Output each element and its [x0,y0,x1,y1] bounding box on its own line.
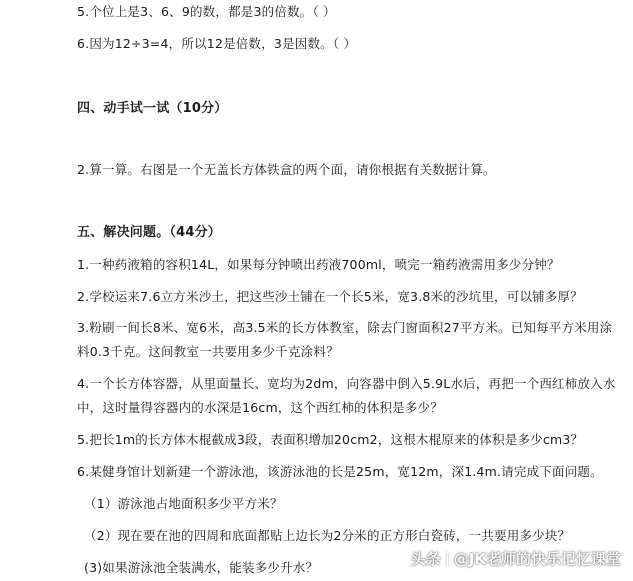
sub-question-line: （1）游泳池占地面积多少平方米？ [84,496,283,511]
watermark-divider [447,552,448,566]
question-line: 1.一种药液箱的容积14L，如果每分钟喷出药液700ml，喷完一箱药液需用多少分钟？ [77,257,560,272]
question-line: 6.某健身馆计划新建一个游泳池，该游泳池的长是25m，宽12m，深1.4m.请完成下面问题。 [77,464,603,479]
watermark [411,548,621,569]
watermark-brand: 头条 [410,550,441,568]
question-line: 3.粉刷一间长8米、宽6米，高3.5米的长方体教室，除去门窗面积27平方米。已知每平方米用涂 [77,320,613,335]
question-line: 5.把长1m的长方体木棍截成3段，表面积增加20cm2，这根木棍原来的体积是多少cm3？ [77,432,584,447]
question-line: 5.个位上是3、6、9的数，都是3的倍数。（ ） [77,4,336,19]
question-line: 6.因为12÷3=4，所以12是倍数，3是因数。（ ） [77,36,357,51]
section-heading: 五、解决问题。（44分） [77,225,221,240]
sub-question-line: （2）现在要在池的四周和底面都贴上边长为2分米的正方形白瓷砖，一共要用多少块？ [84,528,571,543]
question-line: 2.学校运来7.6立方米沙土，把这些沙土铺在一个长5米，宽3.8米的沙坑里，可以铺多厚？ [77,289,583,304]
question-line: 中，这时量得容器内的水深是16cm，这个西红柿的体积是多少？ [77,400,443,415]
sub-question-line: (3)如果游泳池全装满水，能装多少升水？ [84,560,319,575]
watermark-author: @JK老师的快乐记忆课堂 [453,550,621,568]
question-line: 2.算一算。右图是一个无盖长方体铁盒的两个面，请你根据有关数据计算。 [77,162,496,177]
question-line: 料0.3千克。这间教室一共要用多少千克涂料？ [77,344,339,359]
section-heading: 四、动手试一试（10分） [77,101,228,116]
question-line: 4.一个长方体容器，从里面量长、宽均为2dm，向容器中倒入5.9L水后，再把一个西红柿放入水 [77,376,616,391]
